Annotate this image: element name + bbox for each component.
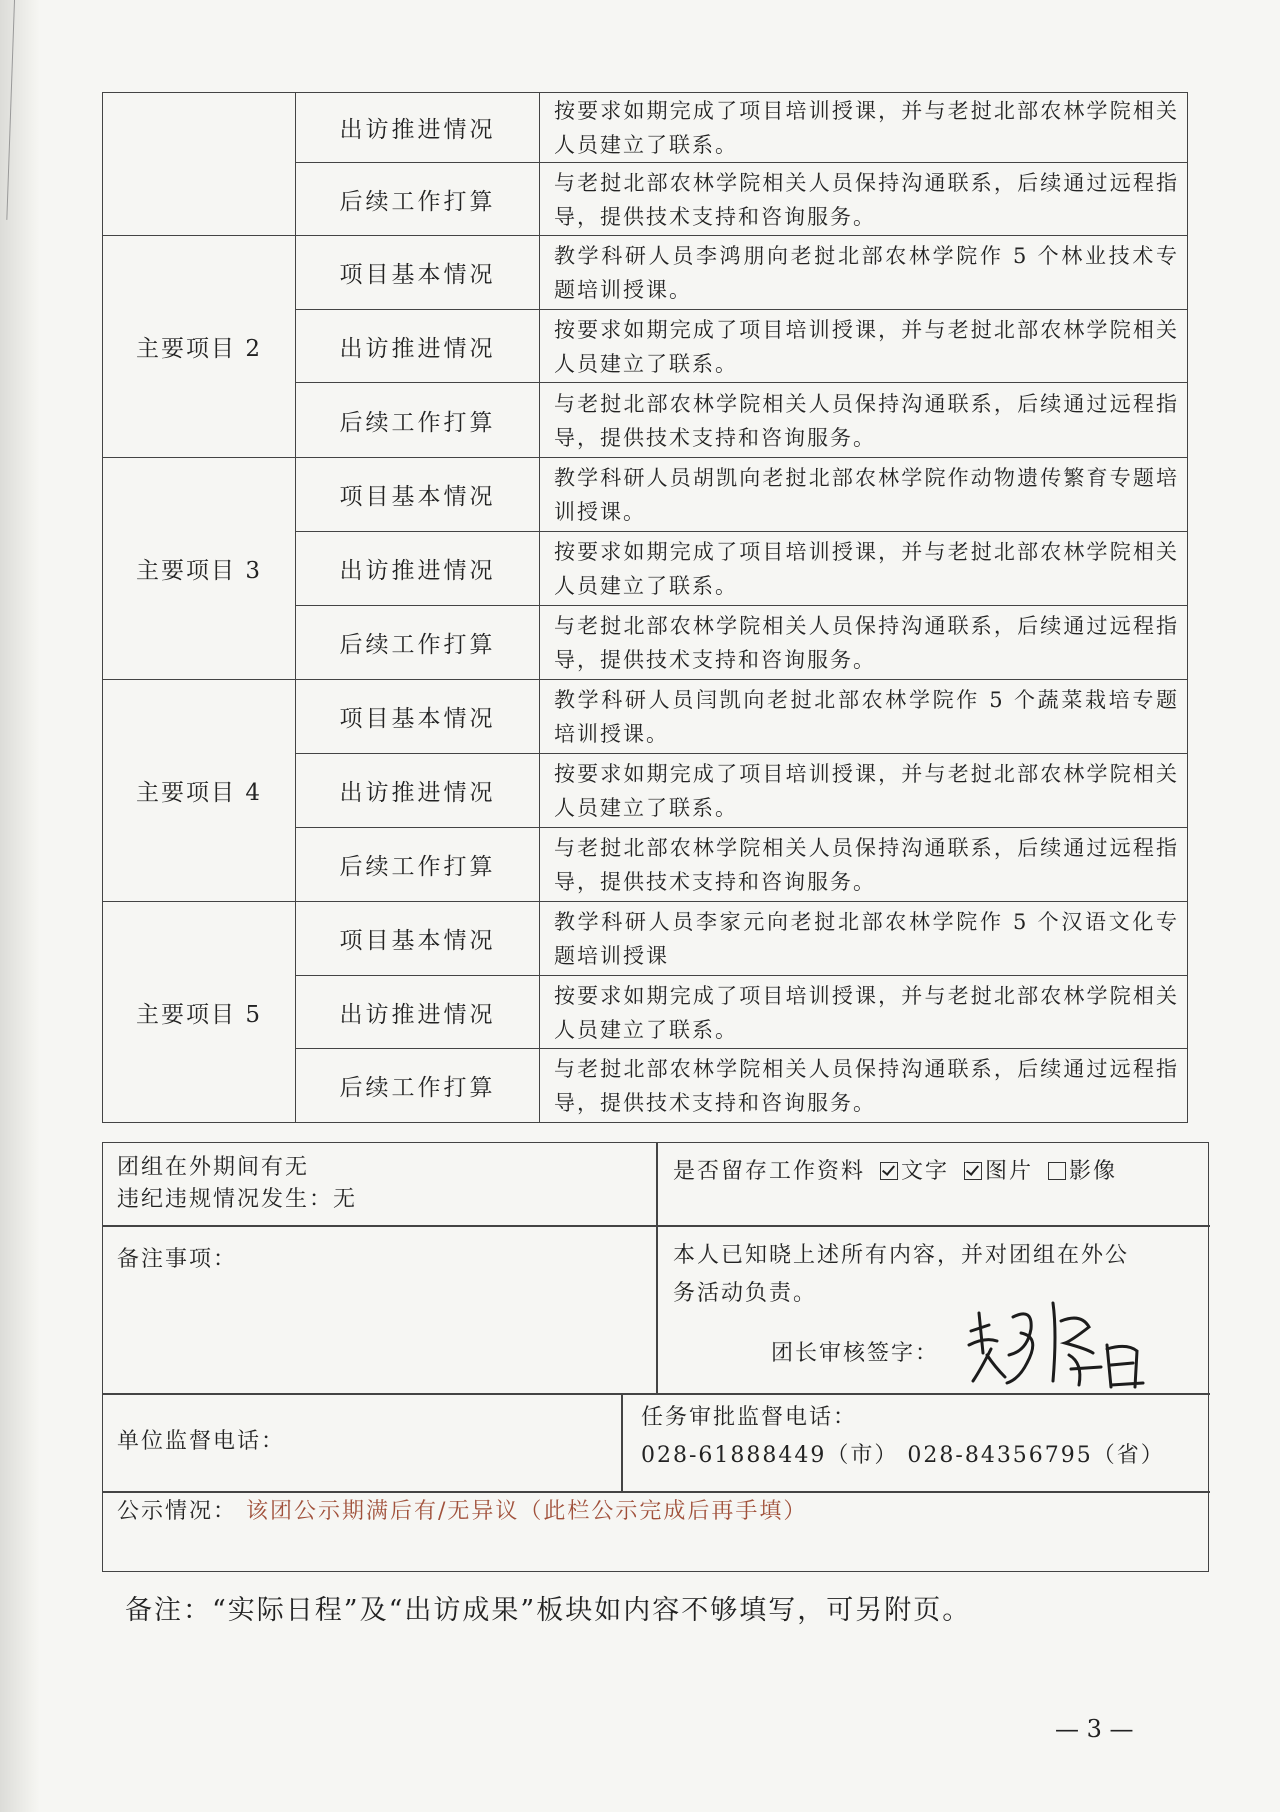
row-content: 教学科研人员胡凯向老挝北部农林学院作动物遗传繁育专题培训授课。	[540, 458, 1188, 532]
row-content: 教学科研人员李鸿朋向老挝北部农林学院作 5 个林业技术专题培训授课。	[540, 236, 1188, 310]
sign-label: 团长审核签字：	[771, 1341, 940, 1366]
footer-note: 备注：“实际日程”及“出访成果”板块如内容不够填写，可另附页。	[125, 1595, 972, 1626]
option-text: 文字	[901, 1159, 950, 1184]
project-cell-1	[103, 93, 296, 236]
acknowledge-line-1: 本人已知晓上述所有内容，并对团组在外公	[673, 1243, 1130, 1268]
table-row	[103, 236, 1188, 310]
row-content: 按要求如期完成了项目培训授课，并与老挝北部农林学院相关人员建立了联系。	[540, 976, 1188, 1049]
row-label: 后续工作打算	[296, 163, 540, 236]
video-checkbox[interactable]	[1048, 1162, 1066, 1180]
image-checkbox[interactable]	[964, 1162, 982, 1180]
row-content: 与老挝北部农林学院相关人员保持沟通联系，后续通过远程指导，提供技术支持和咨询服务。	[540, 828, 1188, 902]
project-cell-2: 主要项目 2	[103, 236, 296, 458]
divider	[621, 1393, 623, 1491]
task-phone-numbers: 028-61888449（市） 028-84356795（省）	[641, 1443, 1165, 1468]
materials-label: 是否留存工作资料	[673, 1159, 866, 1184]
row-label: 出访推进情况	[296, 310, 540, 383]
option-image: 图片	[985, 1159, 1034, 1184]
task-phone-label: 任务审批监督电话：	[641, 1405, 858, 1430]
row-label: 项目基本情况	[296, 680, 540, 754]
publicity-value: 该团公示期满后有/无异议（此栏公示完成后再手填）	[246, 1499, 808, 1524]
row-content: 按要求如期完成了项目培训授课，并与老挝北部农林学院相关人员建立了联系。	[540, 93, 1188, 163]
row-content: 与老挝北部农林学院相关人员保持沟通联系，后续通过远程指导，提供技术支持和咨询服务。	[540, 1049, 1188, 1123]
project-table	[102, 92, 1188, 1123]
row-label: 出访推进情况	[296, 976, 540, 1049]
divider	[103, 1491, 1210, 1493]
row-label: 后续工作打算	[296, 606, 540, 680]
row-content: 与老挝北部农林学院相关人员保持沟通联系，后续通过远程指导，提供技术支持和咨询服务。	[540, 163, 1188, 236]
project-cell-5: 主要项目 5	[103, 902, 296, 1123]
row-content: 按要求如期完成了项目培训授课，并与老挝北部农林学院相关人员建立了联系。	[540, 310, 1188, 383]
page-number: — 3 —	[1055, 1715, 1134, 1743]
divider	[103, 1225, 1210, 1227]
row-label: 项目基本情况	[296, 236, 540, 310]
row-content: 与老挝北部农林学院相关人员保持沟通联系，后续通过远程指导，提供技术支持和咨询服务。	[540, 383, 1188, 458]
summary-section	[102, 1142, 1209, 1572]
row-label: 出访推进情况	[296, 93, 540, 163]
unit-phone-label: 单位监督电话：	[117, 1429, 286, 1454]
row-content: 按要求如期完成了项目培训授课，并与老挝北部农林学院相关人员建立了联系。	[540, 754, 1188, 828]
table-row	[103, 902, 1188, 976]
remarks-label: 备注事项：	[117, 1247, 238, 1272]
text-checkbox[interactable]	[880, 1162, 898, 1180]
row-content: 按要求如期完成了项目培训授课，并与老挝北部农林学院相关人员建立了联系。	[540, 532, 1188, 606]
violation-label-2: 违纪违规情况发生：无	[117, 1187, 358, 1212]
project-cell-4: 主要项目 4	[103, 680, 296, 902]
table-row	[103, 680, 1188, 754]
publicity-label: 公示情况：	[117, 1499, 238, 1524]
row-content: 与老挝北部农林学院相关人员保持沟通联系，后续通过远程指导，提供技术支持和咨询服务。	[540, 606, 1188, 680]
row-label: 出访推进情况	[296, 532, 540, 606]
row-label: 后续工作打算	[296, 383, 540, 458]
row-label: 后续工作打算	[296, 828, 540, 902]
acknowledge-line-2: 务活动负责。	[673, 1281, 818, 1306]
project-cell-3: 主要项目 3	[103, 458, 296, 680]
divider	[103, 1393, 1210, 1395]
publicity-row	[117, 1495, 807, 1529]
table-row	[103, 93, 1188, 163]
scan-edge	[0, 0, 40, 1812]
violation-label-1: 团组在外期间有无	[117, 1155, 310, 1180]
row-content: 教学科研人员李家元向老挝北部农林学院作 5 个汉语文化专题培训授课	[540, 902, 1188, 976]
table-row	[103, 458, 1188, 532]
row-label: 后续工作打算	[296, 1049, 540, 1123]
row-label: 出访推进情况	[296, 754, 540, 828]
row-label: 项目基本情况	[296, 458, 540, 532]
signature	[961, 1293, 1161, 1393]
divider	[656, 1143, 658, 1393]
row-label: 项目基本情况	[296, 902, 540, 976]
row-content: 教学科研人员闫凯向老挝北部农林学院作 5 个蔬菜栽培专题培训授课。	[540, 680, 1188, 754]
materials-row	[673, 1155, 1117, 1189]
option-video: 影像	[1069, 1159, 1118, 1184]
